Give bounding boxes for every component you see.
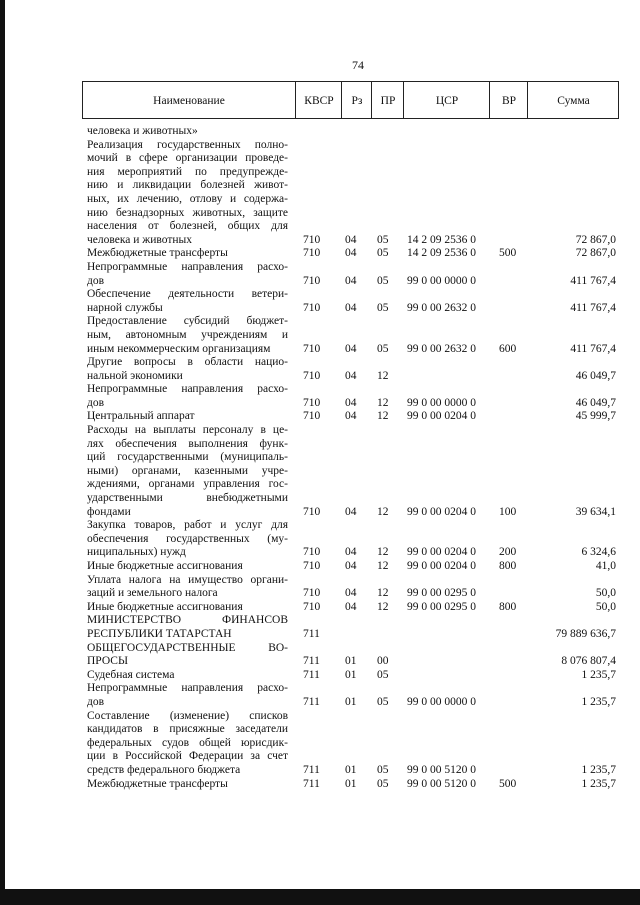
table-row [87, 383, 622, 410]
row-csr: 14 2 09 2536 0 [407, 247, 476, 260]
table-row [87, 356, 622, 383]
row-vr: 600 [499, 342, 517, 355]
row-name-line: Уплата налога на имущество органи- [87, 573, 288, 586]
table-row [87, 778, 622, 792]
row-csr: 99 0 00 0000 0 [407, 274, 476, 287]
row-name-line: ций государственными (муниципаль- [87, 451, 288, 464]
row-name [87, 125, 288, 139]
row-name-line: фондами [87, 505, 131, 518]
row-sum: 45 999,7 [575, 410, 616, 423]
row-sum: 6 324,6 [581, 546, 616, 559]
row-rz: 04 [345, 505, 357, 518]
row-kvsr: 710 [303, 546, 321, 559]
row-csr: 99 0 00 2632 0 [407, 301, 476, 314]
row-pr: 05 [377, 274, 389, 287]
row-name-line: человека и животных» [87, 125, 198, 137]
row-name [87, 669, 288, 683]
row-pr: 05 [377, 233, 389, 246]
row-name-line: ных, их лечению, отлову и содержа- [87, 192, 288, 205]
row-kvsr: 710 [303, 247, 321, 260]
row-name-line: человека и животных [87, 233, 192, 246]
row-name-line: ным, автономным учреждениям и [87, 328, 288, 341]
row-rz: 04 [345, 274, 357, 287]
row-name-line: нию безнадзорных животных, защите [87, 206, 288, 219]
row-name-line: Иные бюджетные ассигнования [87, 560, 243, 572]
row-vr: 200 [499, 546, 517, 559]
row-csr: 99 0 00 5120 0 [407, 777, 476, 790]
row-name-line: Расходы на выплаты персоналу в це- [87, 424, 288, 437]
row-pr: 05 [377, 668, 389, 681]
table-body [87, 125, 622, 791]
row-name [87, 383, 288, 410]
row-kvsr: 711 [303, 627, 320, 640]
row-name [87, 682, 288, 709]
row-name-line: дов [87, 396, 105, 409]
row-sum: 72 867,0 [575, 233, 616, 246]
table-row [87, 574, 622, 601]
row-name-line: Реализация государственных полно- [87, 138, 288, 151]
header-vr: ВР [489, 82, 528, 118]
row-name-line: ОБЩЕГОСУДАРСТВЕННЫЕ ВО- [87, 641, 288, 654]
header-sum: Сумма [527, 82, 619, 118]
row-pr: 12 [377, 546, 389, 559]
row-sum: 50,0 [595, 600, 616, 613]
row-sum: 41,0 [595, 560, 616, 572]
row-name [87, 778, 288, 792]
row-pr: 12 [377, 410, 389, 423]
row-rz: 04 [345, 247, 357, 260]
row-name [87, 315, 288, 356]
row-csr: 99 0 00 0000 0 [407, 695, 476, 708]
row-name-line: ПРОСЫ [87, 655, 128, 668]
row-name-line: дов [87, 695, 105, 708]
row-pr: 12 [377, 396, 389, 409]
row-pr: 05 [377, 301, 389, 314]
header-rz: Рз [341, 82, 372, 118]
row-name-line: лях обеспечения выполнения функ- [87, 437, 288, 450]
scan-edge-left [0, 0, 5, 905]
row-name-line: Предоставление субсидий бюджет- [87, 315, 288, 328]
table-row [87, 410, 622, 424]
row-sum: 72 867,0 [575, 247, 616, 260]
row-pr: 12 [377, 600, 389, 613]
row-name-line: Другие вопросы в области нацио- [87, 356, 288, 369]
row-csr: 99 0 00 0204 0 [407, 560, 476, 572]
row-name-line: Судебная система [87, 668, 175, 681]
row-rz: 04 [345, 560, 357, 572]
row-rz: 04 [345, 301, 357, 314]
row-sum: 79 889 636,7 [555, 627, 616, 640]
header-pr: ПР [371, 82, 404, 118]
row-csr: 99 0 00 0204 0 [407, 546, 476, 559]
row-kvsr: 710 [303, 587, 321, 600]
row-vr: 100 [499, 505, 517, 518]
row-sum: 411 767,4 [570, 274, 616, 287]
row-pr: 00 [377, 655, 389, 668]
table-row [87, 669, 622, 683]
row-rz: 01 [345, 763, 357, 776]
row-name [87, 139, 288, 248]
row-rz: 04 [345, 396, 357, 409]
row-kvsr: 710 [303, 560, 321, 572]
row-name-line: Обеспечение деятельности ветери- [87, 288, 288, 301]
row-kvsr: 710 [303, 301, 321, 314]
row-sum: 1 235,7 [581, 695, 616, 708]
row-rz: 01 [345, 695, 357, 708]
row-sum: 50,0 [595, 587, 616, 600]
row-csr: 99 0 00 0000 0 [407, 396, 476, 409]
row-kvsr: 710 [303, 410, 321, 423]
header-name: Наименование [153, 95, 225, 107]
table-row [87, 261, 622, 288]
row-kvsr: 710 [303, 369, 321, 382]
row-name-line: нарной службы [87, 301, 163, 314]
row-vr: 800 [499, 600, 517, 613]
table-row [87, 288, 622, 315]
row-kvsr: 710 [303, 274, 321, 287]
row-rz: 04 [345, 587, 357, 600]
row-name-line: ниципальных) нужд [87, 546, 186, 559]
row-rz: 04 [345, 342, 357, 355]
row-name-line: Центральный аппарат [87, 410, 195, 423]
row-name-line: Непрограммные направления расхо- [87, 682, 288, 695]
row-name-line: кандидатов в присяжные заседатели [87, 723, 288, 736]
row-sum: 1 235,7 [581, 668, 616, 681]
row-name [87, 410, 288, 424]
row-name-line: ждениями, органами управления гос- [87, 478, 288, 491]
row-rz: 04 [345, 369, 357, 382]
row-csr: 99 0 00 0204 0 [407, 410, 476, 423]
row-name-line: мочий в сфере организации проведе- [87, 152, 288, 165]
row-name-line: нальной экономики [87, 369, 183, 382]
row-sum: 39 634,1 [575, 505, 616, 518]
table-row [87, 560, 622, 574]
row-sum: 1 235,7 [581, 763, 616, 776]
table-row [87, 642, 622, 669]
row-name-line: Непрограммные направления расхо- [87, 383, 288, 396]
scan-edge-bottom [0, 889, 640, 905]
row-rz: 04 [345, 233, 357, 246]
row-kvsr: 710 [303, 396, 321, 409]
table-row [87, 315, 622, 356]
row-kvsr: 711 [303, 777, 320, 790]
header-csr: ЦСР [403, 82, 490, 118]
row-vr: 800 [499, 560, 517, 572]
row-sum: 46 049,7 [575, 396, 616, 409]
row-rz: 04 [345, 600, 357, 613]
row-csr: 99 0 00 0295 0 [407, 600, 476, 613]
row-name [87, 247, 288, 261]
row-name-line: дов [87, 274, 105, 287]
row-name-line: РЕСПУБЛИКИ ТАТАРСТАН [87, 627, 232, 640]
row-name [87, 519, 288, 560]
row-csr: 99 0 00 0204 0 [407, 505, 476, 518]
row-name-line: обеспечения государственных (му- [87, 532, 288, 545]
row-name [87, 424, 288, 519]
row-name-line: ударственными внебюджетными [87, 492, 288, 505]
row-name [87, 560, 288, 574]
row-name-line: Иные бюджетные ассигнования [87, 600, 243, 613]
row-csr: 14 2 09 2536 0 [407, 233, 476, 246]
row-name-line: Закупка товаров, работ и услуг для [87, 519, 288, 532]
row-name-line: Межбюджетные трансферты [87, 247, 228, 260]
row-pr: 12 [377, 587, 389, 600]
row-kvsr: 711 [303, 763, 320, 776]
row-name [87, 710, 288, 778]
table-row [87, 614, 622, 641]
row-name [87, 574, 288, 601]
row-kvsr: 711 [303, 668, 320, 681]
table-row [87, 125, 622, 139]
row-kvsr: 710 [303, 342, 321, 355]
row-csr: 99 0 00 0295 0 [407, 587, 476, 600]
row-rz: 01 [345, 655, 357, 668]
table-row [87, 682, 622, 709]
row-name [87, 261, 288, 288]
row-pr: 05 [377, 763, 389, 776]
page-number: 74 [352, 58, 364, 72]
table-row [87, 247, 622, 261]
row-name-line: Непрограммные направления расхо- [87, 260, 288, 273]
row-pr: 05 [377, 777, 389, 790]
row-name-line: средств федерального бюджета [87, 763, 241, 776]
row-sum: 1 235,7 [581, 777, 616, 790]
row-sum: 46 049,7 [575, 369, 616, 382]
row-kvsr: 711 [303, 655, 320, 668]
row-name-line: нию и ликвидации болезней живот- [87, 179, 288, 192]
row-pr: 12 [377, 369, 389, 382]
row-name-line: Межбюджетные трансферты [87, 777, 228, 790]
row-sum: 411 767,4 [570, 301, 616, 314]
table-header [82, 81, 619, 119]
row-name-line: ния мероприятий по предупрежде- [87, 165, 288, 178]
row-name [87, 356, 288, 383]
row-name-line: ции в Российской Федерации за счет [87, 750, 288, 763]
row-pr: 05 [377, 695, 389, 708]
row-rz: 04 [345, 410, 357, 423]
row-kvsr: 711 [303, 695, 320, 708]
row-sum: 411 767,4 [570, 342, 616, 355]
row-rz: 01 [345, 777, 357, 790]
table-row [87, 139, 622, 248]
row-csr: 99 0 00 5120 0 [407, 763, 476, 776]
header-kvsr: КВСР [295, 82, 342, 118]
row-name-line: Составление (изменение) списков [87, 709, 288, 722]
row-sum: 8 076 807,4 [561, 655, 616, 668]
row-name-line: населения от болезней, общих для [87, 220, 288, 233]
table-row [87, 519, 622, 560]
row-pr: 05 [377, 247, 389, 260]
table-row [87, 710, 622, 778]
row-kvsr: 710 [303, 600, 321, 613]
row-rz: 01 [345, 668, 357, 681]
row-name [87, 288, 288, 315]
row-csr: 99 0 00 2632 0 [407, 342, 476, 355]
table-row [87, 601, 622, 615]
row-vr: 500 [499, 777, 517, 790]
row-name-line: федеральных судов общей юрисдик- [87, 736, 288, 749]
row-name [87, 642, 288, 669]
row-pr: 12 [377, 560, 389, 572]
row-name-line: заций и земельного налога [87, 587, 218, 600]
row-name-line: ными) органами, казенными учре- [87, 464, 288, 477]
row-kvsr: 710 [303, 505, 321, 518]
row-vr: 500 [499, 247, 517, 260]
row-name-line: иным некоммерческим организациям [87, 342, 271, 355]
row-name-line: МИНИСТЕРСТВО ФИНАНСОВ [87, 614, 288, 627]
row-kvsr: 710 [303, 233, 321, 246]
row-pr: 12 [377, 505, 389, 518]
row-pr: 05 [377, 342, 389, 355]
table-row [87, 424, 622, 519]
row-name [87, 601, 288, 615]
row-name [87, 614, 288, 641]
row-rz: 04 [345, 546, 357, 559]
